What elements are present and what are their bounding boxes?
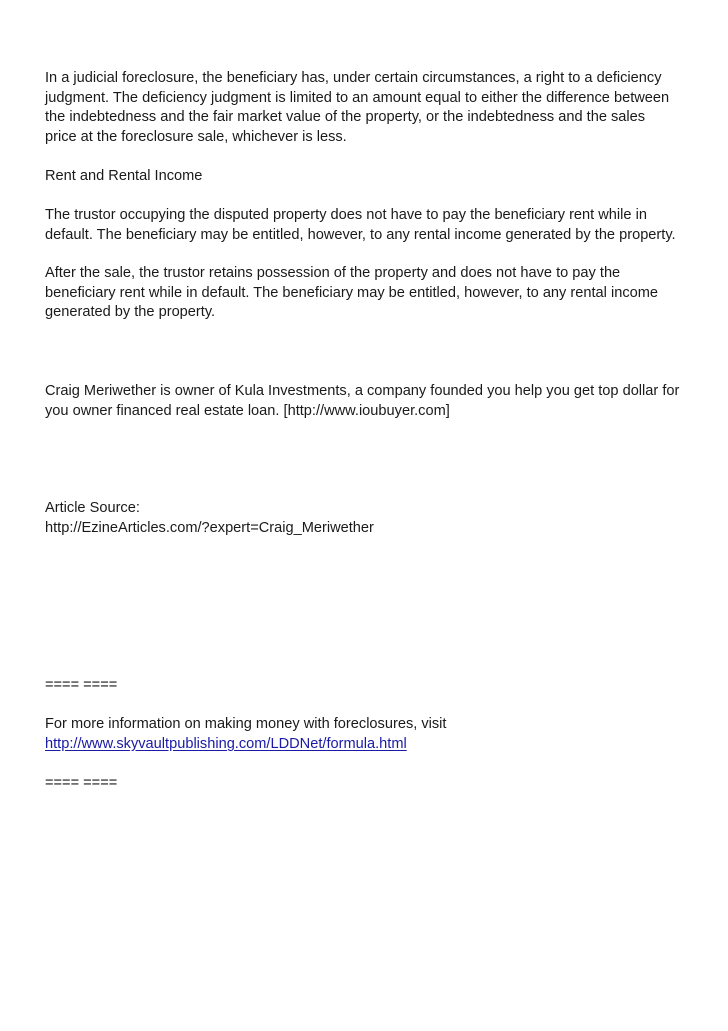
heading-rent-and-rental-income: Rent and Rental Income bbox=[45, 168, 203, 184]
paragraph-trustor-default: The trustor occupying the disputed property does not have to pay the beneficiary rent while in default. The beneficiary may be entitled, however, to any rental income generated by the property. bbox=[45, 207, 676, 243]
more-info-text: For more information on making money with foreclosures, visit bbox=[45, 716, 447, 732]
paragraph-after-sale: After the sale, the trustor retains possession of the property and does not have to pay the beneficiary rent while in default. The beneficiary may be entitled, however, to any rental income generated by the property. bbox=[45, 265, 659, 320]
article-source-label: Article Source: bbox=[45, 500, 140, 516]
author-bio: Craig Meriwether is owner of Kula Investments, a company founded you help you get top dollar for you owner financed real estate loan. [http://www.ioubuyer.com] bbox=[45, 383, 680, 419]
paragraph-judicial-foreclosure: In a judicial foreclosure, the beneficiary has, under certain circumstances, a right to a deficiency judgment. The deficiency judgment is limited to an amount equal to either the difference between the indebtedness and the fair market value of the property, or the indebtedness and the sales price at the foreclosure sale, whichever is less. bbox=[45, 70, 670, 145]
separator-bottom: ==== ==== bbox=[45, 775, 118, 791]
separator-top: ==== ==== bbox=[45, 677, 118, 693]
more-info-link[interactable]: http://www.skyvaultpublishing.com/LDDNet/formula.html bbox=[45, 736, 407, 752]
article-source-url: http://EzineArticles.com/?expert=Craig_Meriwether bbox=[45, 520, 374, 536]
